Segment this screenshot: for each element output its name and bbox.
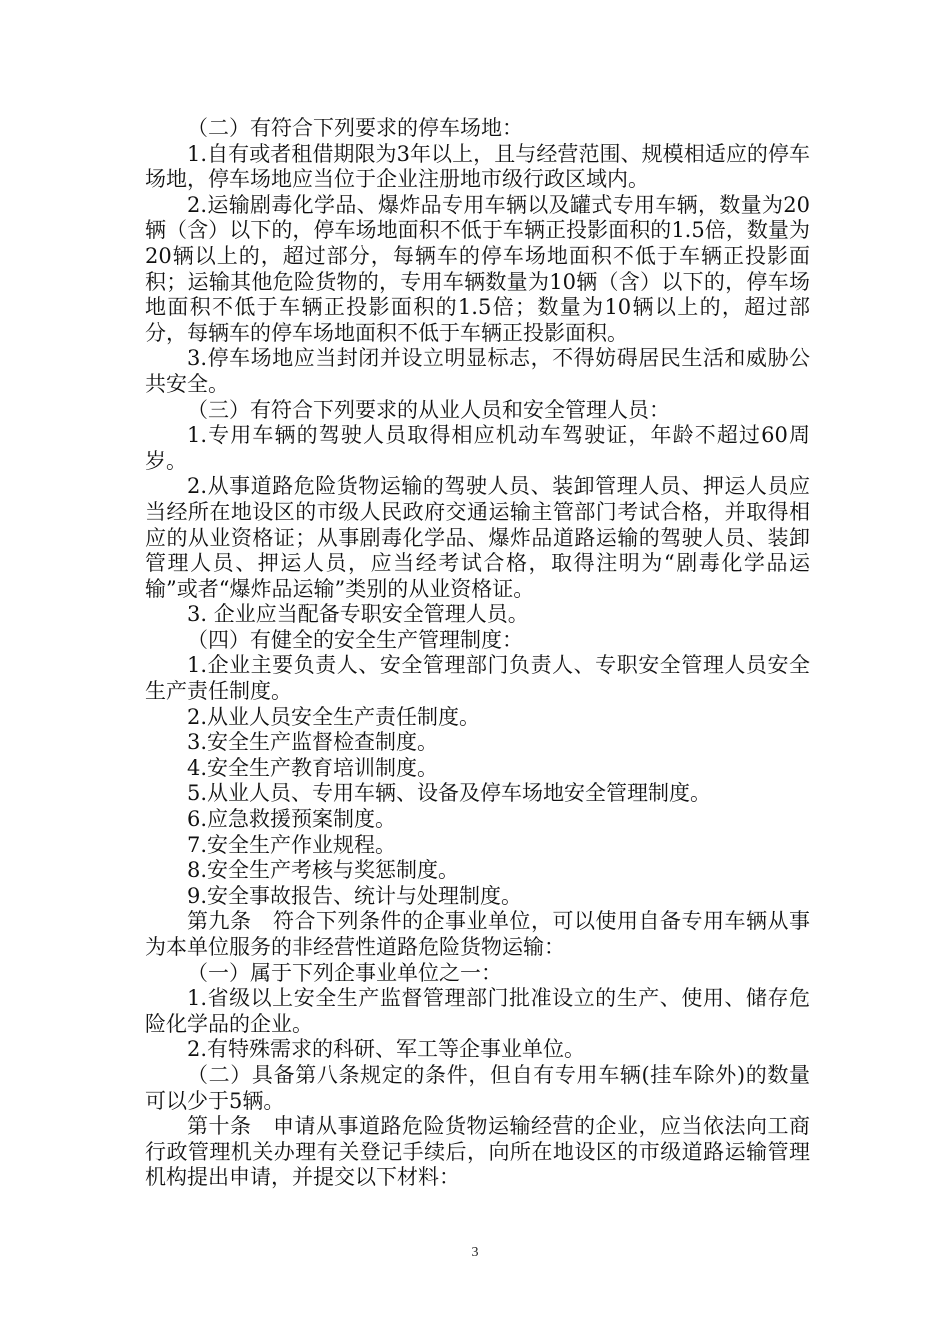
paragraph-parking-3: 3.停车场地应当封闭并设立明显标志，不得妨碍居民生活和威胁公共安全。 [145,346,810,396]
article-ten: 第十条 申请从事道路危险货物运输经营的企业，应当依法向工商行政管理机关办理有关登记手续后，向所在地设区的市级道路运输管理机构提出申请，并提交以下材料： [145,1114,810,1190]
paragraph-parking-1: 1.自有或者租借期限为3年以上，且与经营范围、规模相适应的停车场地，停车场地应当位于企业注册地市级行政区域内。 [145,141,810,192]
paragraph-personnel-1: 1.专用车辆的驾驶人员取得相应机动车驾驶证，年龄不超过60周岁。 [145,423,810,473]
paragraph-personnel-3: 3. 企业应当配备专职安全管理人员。 [187,602,529,627]
article-nine-item-1: （一）属于下列企事业单位之一： [187,960,502,985]
section-heading-parking: （二）有符合下列要求的停车场地： [187,116,523,140]
article-nine-item-1-sub-1: 1.省级以上安全生产监督管理部门批准设立的生产、使用、储存危险化学品的企业。 [145,986,810,1036]
paragraph-safety-6: 6.应急救援预案制度。 [187,807,397,832]
paragraph-safety-8: 8.安全生产考核与奖惩制度。 [187,858,460,883]
page-number: 3 [471,1245,479,1260]
document-body [145,116,810,1191]
section-heading-personnel: （三）有符合下列要求的从业人员和安全管理人员： [187,397,670,422]
paragraph-parking-2: 2.运输剧毒化学品、爆炸品专用车辆以及罐式专用车辆，数量为20辆（含）以下的，停车场地面积不低于车辆正投影面积的1.5倍，数量为20辆以上的，超过部分，每辆车的停车场地面积不低于车辆正投影面积；运输其他危险货物的，专用车辆数量为10辆（含）以下的，停车场地面积不低于车辆正投影面积的1.5倍；数量为10辆以上的，超过部分，每辆车的停车场地面积不低于车辆正投影面积。 [145,192,810,345]
article-nine: 第九条 符合下列条件的企事业单位，可以使用自备专用车辆从事为本单位服务的非经营性道路危险货物运输： [145,909,810,959]
paragraph-safety-2: 2.从业人员安全生产责任制度。 [187,704,481,729]
paragraph-safety-4: 4.安全生产教育培训制度。 [187,755,439,780]
section-heading-safety-system: （四）有健全的安全生产管理制度： [187,627,523,652]
paragraph-personnel-2: 2.从事道路危险货物运输的驾驶人员、装卸管理人员、押运人员应当经所在地设区的市级人民政府交通运输主管部门考试合格，并取得相应的从业资格证；从事剧毒化学品、爆炸品道路运输的驾驶人员、装卸管理人员、押运人员，应当经考试合格，取得注明为“剧毒化学品运输”或者“爆炸品运输”类别的从业资格证。 [145,474,810,601]
paragraph-safety-1: 1.企业主要负责人、安全管理部门负责人、专职安全管理人员安全生产责任制度。 [145,653,810,704]
article-nine-item-2: （二）具备第八条规定的条件，但自有专用车辆(挂车除外)的数量可以少于5辆。 [145,1062,810,1113]
paragraph-safety-9: 9.安全事故报告、统计与处理制度。 [187,883,523,908]
paragraph-safety-5: 5.从业人员、专用车辆、设备及停车场地安全管理制度。 [187,781,712,806]
article-nine-item-1-sub-2: 2.有特殊需求的科研、军工等企事业单位。 [187,1037,586,1062]
paragraph-safety-7: 7.安全生产作业规程。 [187,832,397,857]
paragraph-safety-3: 3.安全生产监督检查制度。 [187,730,439,755]
